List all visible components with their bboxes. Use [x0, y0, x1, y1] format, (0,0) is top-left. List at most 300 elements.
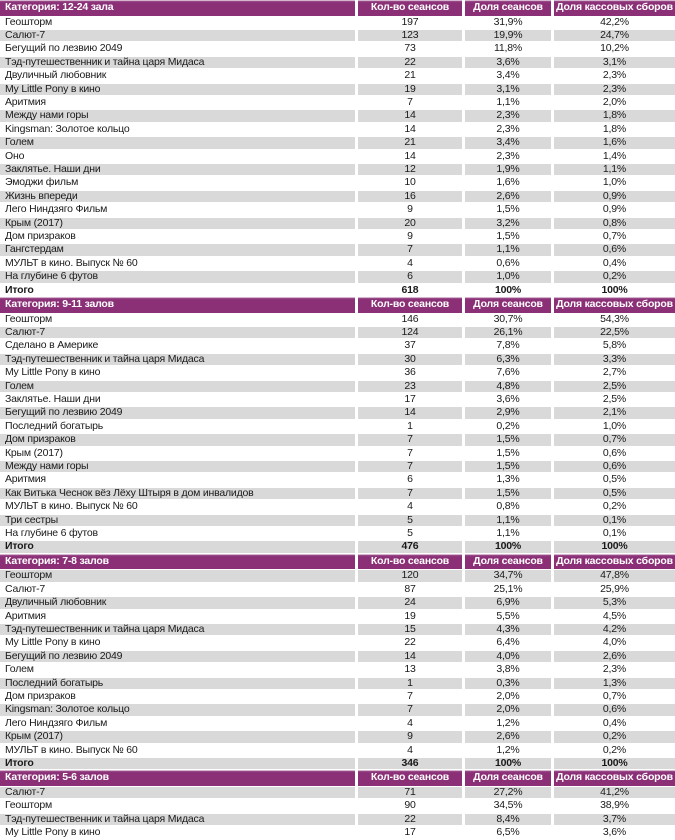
film-name-cell: Салют-7: [0, 786, 355, 799]
boxoffice-share-cell: 0,4%: [602, 256, 627, 269]
total-sessions-count-cell: 476: [358, 540, 462, 553]
sessions-share-cell: 4,8%: [465, 380, 551, 393]
boxoffice-share-cell: 1,8%: [602, 122, 627, 135]
total-sessions-share-cell: 100%: [465, 757, 551, 770]
sessions-count-cell: 7: [358, 460, 462, 473]
film-row: [0, 813, 675, 826]
sessions-count-cell: 197: [401, 15, 419, 28]
column-header-sessions-count: Кол-во сеансов: [358, 297, 462, 313]
film-row: [0, 109, 675, 122]
sessions-share-cell: 1,1%: [465, 514, 551, 527]
sessions-count-cell: 21: [404, 69, 416, 82]
boxoffice-share-cell: 2,0%: [602, 95, 627, 108]
sessions-share-cell: 2,9%: [465, 406, 551, 419]
sessions-count-cell: 22: [358, 813, 462, 826]
film-row: [0, 380, 675, 393]
boxoffice-share-cell: 2,3%: [554, 83, 675, 96]
sessions-count-cell: 30: [358, 353, 462, 366]
film-row: [0, 56, 675, 69]
film-row: [0, 16, 675, 29]
sessions-count-cell: 16: [358, 190, 462, 203]
sessions-count-cell: 14: [358, 109, 462, 122]
boxoffice-share-cell: 0,6%: [554, 703, 675, 716]
sessions-share-cell: 1,2%: [496, 716, 520, 729]
film-name-cell: Жизнь впереди: [0, 190, 355, 203]
boxoffice-share-cell: 0,6%: [554, 243, 675, 256]
film-row: [0, 176, 675, 189]
film-name-cell: My Little Pony в кино: [0, 83, 355, 96]
sessions-share-cell: 1,1%: [496, 527, 520, 540]
film-row: [0, 650, 675, 663]
film-row: [0, 569, 675, 582]
sessions-count-cell: 15: [358, 623, 462, 636]
section-category-label: Категория: 5-6 залов: [0, 770, 355, 786]
column-header-boxoffice-share: Доля кассовых сборов: [554, 554, 675, 570]
sessions-share-cell: 1,1%: [465, 243, 551, 256]
sessions-share-cell: 1,2%: [496, 743, 520, 756]
film-name-cell: На глубине 6 футов: [5, 527, 98, 540]
sessions-count-cell: 19: [404, 609, 416, 622]
film-row: [0, 527, 675, 540]
sessions-share-cell: 1,1%: [496, 95, 520, 108]
boxoffice-share-cell: 1,0%: [602, 176, 627, 189]
sessions-count-cell: 124: [358, 326, 462, 339]
boxoffice-share-cell: 1,3%: [554, 677, 675, 690]
sessions-count-cell: 1: [407, 419, 413, 432]
boxoffice-share-cell: 0,4%: [602, 716, 627, 729]
film-name-cell: Заклятье. Наши дни: [5, 392, 101, 405]
film-name-cell: Эмоджи фильм: [5, 176, 79, 189]
film-row: [0, 83, 675, 96]
sessions-share-cell: 8,4%: [465, 813, 551, 826]
column-header-boxoffice-share: Доля кассовых сборов: [554, 297, 675, 313]
sessions-share-cell: 3,8%: [496, 663, 520, 676]
sessions-share-cell: 2,6%: [465, 730, 551, 743]
boxoffice-share-cell: 0,2%: [554, 270, 675, 283]
boxoffice-share-cell: 0,2%: [554, 730, 675, 743]
boxoffice-share-cell: 47,8%: [554, 569, 675, 582]
boxoffice-share-cell: 54,3%: [600, 312, 629, 325]
sessions-count-cell: 4: [407, 256, 413, 269]
sessions-share-cell: 1,5%: [465, 460, 551, 473]
film-row: [0, 610, 675, 623]
boxoffice-share-cell: 1,0%: [602, 419, 627, 432]
sessions-count-cell: 71: [358, 786, 462, 799]
sessions-count-cell: 4: [407, 500, 413, 513]
film-name-cell: Лего Ниндзяго Фильм: [5, 716, 108, 729]
column-header-sessions-share: Доля сеансов: [465, 0, 551, 16]
sessions-share-cell: 1,3%: [496, 473, 520, 486]
film-name-cell: Заклятье. Наши дни: [0, 163, 355, 176]
sessions-count-cell: 146: [401, 312, 419, 325]
film-name-cell: Крым (2017): [5, 446, 63, 459]
film-name-cell: МУЛЬТ в кино. Выпуск № 60: [5, 743, 138, 756]
film-name-cell: Тэд-путешественник и тайна царя Мидаса: [0, 56, 355, 69]
film-row: [0, 163, 675, 176]
boxoffice-share-cell: 4,5%: [602, 609, 627, 622]
sessions-share-cell: 1,5%: [496, 446, 520, 459]
boxoffice-share-cell: 4,0%: [602, 636, 627, 649]
film-row: [0, 623, 675, 636]
section-header-row: [0, 554, 675, 570]
film-name-cell: Аритмия: [5, 95, 46, 108]
boxoffice-share-cell: 0,8%: [554, 217, 675, 230]
sessions-count-cell: 7: [358, 487, 462, 500]
boxoffice-share-cell: 24,7%: [554, 29, 675, 42]
column-header-sessions-share: Доля сеансов: [465, 770, 551, 786]
sessions-share-cell: 4,0%: [465, 650, 551, 663]
film-row: [0, 663, 675, 676]
sessions-count-cell: 7: [358, 433, 462, 446]
sessions-count-cell: 36: [404, 366, 416, 379]
film-row: [0, 217, 675, 230]
film-name-cell: Геошторм: [0, 569, 355, 582]
film-row: [0, 583, 675, 596]
sessions-count-cell: 14: [358, 406, 462, 419]
film-name-cell: Салют-7: [0, 29, 355, 42]
boxoffice-share-cell: 3,7%: [554, 813, 675, 826]
film-name-cell: Голем: [0, 136, 355, 149]
sessions-share-cell: 31,9%: [493, 15, 523, 28]
boxoffice-share-cell: 2,1%: [554, 406, 675, 419]
film-row: [0, 420, 675, 433]
boxoffice-share-cell: 2,6%: [554, 650, 675, 663]
film-name-cell: My Little Pony в кино: [5, 636, 101, 649]
film-name-cell: МУЛЬТ в кино. Выпуск № 60: [5, 256, 138, 269]
sessions-share-cell: 0,3%: [465, 677, 551, 690]
sessions-share-cell: 4,3%: [465, 623, 551, 636]
sessions-count-cell: 7: [407, 95, 413, 108]
total-sessions-count-cell: 346: [358, 757, 462, 770]
boxoffice-share-cell: 1,8%: [554, 109, 675, 122]
sessions-count-cell: 7: [407, 690, 413, 702]
sessions-count-cell: 19: [358, 83, 462, 96]
film-name-cell: Аритмия: [5, 473, 46, 486]
film-row: [0, 460, 675, 473]
film-row: [0, 29, 675, 42]
film-row: [0, 406, 675, 419]
section-category-label: Категория: 12-24 зала: [0, 0, 355, 16]
section-header-row: [0, 770, 675, 786]
column-header-sessions-count: Кол-во сеансов: [358, 554, 462, 570]
section-category-label: Категория: 9-11 залов: [0, 297, 355, 313]
film-row: [0, 487, 675, 500]
total-sessions-share-cell: 100%: [465, 540, 551, 553]
film-row: [0, 339, 675, 352]
film-row: [0, 730, 675, 743]
film-row: [0, 313, 675, 326]
film-name-cell: Голем: [5, 663, 34, 676]
boxoffice-share-cell: 2,5%: [554, 380, 675, 393]
column-header-sessions-count: Кол-во сеансов: [358, 0, 462, 16]
film-row: [0, 596, 675, 609]
total-sessions-share-cell: 100%: [494, 283, 522, 296]
film-row: [0, 270, 675, 283]
sessions-count-cell: 24: [358, 596, 462, 609]
boxoffice-share-cell: 0,9%: [602, 203, 627, 216]
boxoffice-share-cell: 38,9%: [600, 799, 629, 812]
boxoffice-share-cell: 10,2%: [600, 42, 629, 55]
section-header-row: [0, 297, 675, 313]
film-row: [0, 393, 675, 406]
sessions-share-cell: 2,3%: [496, 122, 520, 135]
sessions-count-cell: 4: [407, 716, 413, 729]
sessions-count-cell: 123: [358, 29, 462, 42]
column-header-sessions-share: Доля сеансов: [465, 297, 551, 313]
film-row: [0, 799, 675, 812]
film-name-cell: Бегущий по лезвию 2049: [5, 42, 123, 55]
column-header-sessions-count: Кол-во сеансов: [358, 770, 462, 786]
sessions-share-cell: 3,4%: [496, 69, 520, 82]
boxoffice-share-cell: 3,3%: [554, 353, 675, 366]
total-boxoffice-share-cell: 100%: [554, 757, 675, 770]
sessions-share-cell: 3,6%: [496, 392, 520, 405]
film-row: [0, 69, 675, 82]
sessions-share-cell: 1,5%: [496, 203, 520, 216]
boxoffice-share-cell: 5,8%: [602, 339, 627, 352]
boxoffice-share-cell: 0,1%: [554, 514, 675, 527]
sessions-share-cell: 1,9%: [465, 163, 551, 176]
sessions-share-cell: 3,6%: [465, 56, 551, 69]
sessions-share-cell: 27,2%: [465, 786, 551, 799]
film-name-cell: Оно: [5, 149, 25, 162]
sessions-share-cell: 1,5%: [465, 487, 551, 500]
sessions-count-cell: 1: [358, 677, 462, 690]
film-name-cell: МУЛЬТ в кино. Выпуск № 60: [5, 500, 138, 513]
film-row: [0, 230, 675, 243]
column-header-boxoffice-share: Доля кассовых сборов: [554, 0, 675, 16]
sessions-count-cell: 22: [404, 636, 416, 649]
film-name-cell: Дом призраков: [0, 433, 355, 446]
sessions-share-cell: 6,3%: [465, 353, 551, 366]
boxoffice-share-cell: 0,1%: [602, 527, 627, 540]
film-name-cell: Гангстердам: [0, 243, 355, 256]
sessions-share-cell: 1,5%: [465, 433, 551, 446]
sessions-count-cell: 5: [358, 514, 462, 527]
sessions-count-cell: 6: [358, 270, 462, 283]
sessions-count-cell: 23: [358, 380, 462, 393]
film-row: [0, 447, 675, 460]
sessions-count-cell: 37: [404, 339, 416, 352]
sessions-share-cell: 11,8%: [494, 42, 522, 55]
film-row: [0, 473, 675, 486]
sessions-share-cell: 1,0%: [465, 270, 551, 283]
sessions-share-cell: 3,1%: [465, 83, 551, 96]
film-row: [0, 136, 675, 149]
sessions-share-cell: 6,5%: [496, 826, 520, 839]
boxoffice-share-cell: 22,5%: [554, 326, 675, 339]
sessions-count-cell: 5: [407, 527, 413, 540]
film-row: [0, 243, 675, 256]
film-name-cell: My Little Pony в кино: [5, 366, 101, 379]
film-name-cell: Двуличный любовник: [0, 596, 355, 609]
film-name-cell: Между нами горы: [0, 109, 355, 122]
sessions-share-cell: 25,1%: [493, 582, 523, 595]
total-row: [0, 757, 675, 770]
sessions-share-cell: 0,6%: [496, 256, 520, 269]
film-name-cell: Бегущий по лезвию 2049: [0, 650, 355, 663]
film-name-cell: Три сестры: [0, 514, 355, 527]
film-name-cell: Дом призраков: [5, 690, 76, 702]
boxoffice-share-cell: 0,2%: [602, 743, 627, 756]
sessions-share-cell: 2,0%: [465, 703, 551, 716]
sessions-share-cell: 3,2%: [465, 217, 551, 230]
boxoffice-share-cell: 1,6%: [554, 136, 675, 149]
boxoffice-share-cell: 3,1%: [554, 56, 675, 69]
film-name-cell: Kingsman: Золотое кольцо: [0, 703, 355, 716]
film-name-cell: На глубине 6 футов: [0, 270, 355, 283]
boxoffice-share-cell: 0,2%: [602, 500, 627, 513]
sessions-share-cell: 2,3%: [465, 109, 551, 122]
column-header-sessions-share: Доля сеансов: [465, 554, 551, 570]
film-name-cell: Между нами горы: [0, 460, 355, 473]
sessions-share-cell: 3,4%: [465, 136, 551, 149]
boxoffice-share-cell: 0,9%: [554, 190, 675, 203]
boxoffice-share-cell: 0,7%: [554, 433, 675, 446]
film-name-cell: Сделано в Америке: [5, 339, 99, 352]
film-row: [0, 690, 675, 703]
boxoffice-share-cell: 2,3%: [602, 69, 627, 82]
sessions-count-cell: 87: [404, 582, 416, 595]
film-name-cell: My Little Pony в кино: [5, 826, 101, 839]
boxoffice-share-cell: 3,6%: [602, 826, 627, 839]
sessions-share-cell: 0,8%: [496, 500, 520, 513]
sessions-share-cell: 34,7%: [465, 569, 551, 582]
column-header-boxoffice-share: Доля кассовых сборов: [554, 770, 675, 786]
sessions-share-cell: 5,5%: [496, 609, 520, 622]
film-name-cell: Тэд-путешественник и тайна царя Мидаса: [0, 813, 355, 826]
film-row: [0, 96, 675, 109]
sessions-count-cell: 90: [404, 799, 416, 812]
film-row: [0, 826, 675, 839]
sessions-count-cell: 14: [404, 122, 416, 135]
film-row: [0, 636, 675, 649]
film-name-cell: Лего Ниндзяго Фильм: [5, 203, 108, 216]
film-row: [0, 203, 675, 216]
film-name-cell: Крым (2017): [0, 217, 355, 230]
film-name-cell: Салют-7: [0, 326, 355, 339]
film-name-cell: Геошторм: [5, 15, 53, 28]
film-name-cell: Салют-7: [5, 582, 46, 595]
film-name-cell: Аритмия: [5, 609, 46, 622]
total-label-cell: Итого: [0, 757, 355, 770]
film-row: [0, 353, 675, 366]
sessions-count-cell: 12: [358, 163, 462, 176]
film-name-cell: Бегущий по лезвию 2049: [0, 406, 355, 419]
sessions-count-cell: 7: [407, 446, 413, 459]
film-row: [0, 677, 675, 690]
boxoffice-share-cell: 25,9%: [600, 582, 629, 595]
film-name-cell: Последний богатырь: [5, 419, 104, 432]
sessions-count-cell: 21: [358, 136, 462, 149]
total-row: [0, 540, 675, 553]
boxoffice-share-cell: 0,5%: [554, 487, 675, 500]
sessions-count-cell: 9: [358, 730, 462, 743]
film-name-cell: Геошторм: [5, 312, 53, 325]
film-row: [0, 717, 675, 730]
film-name-cell: Kingsman: Золотое кольцо: [5, 122, 130, 135]
boxoffice-share-cell: 0,7%: [602, 230, 627, 242]
film-row: [0, 703, 675, 716]
sessions-count-cell: 10: [404, 176, 416, 189]
sessions-count-cell: 6: [407, 473, 413, 486]
total-boxoffice-share-cell: 100%: [554, 540, 675, 553]
sessions-share-cell: 7,6%: [496, 366, 520, 379]
boxoffice-share-cell: 0,7%: [602, 690, 627, 702]
boxoffice-share-cell: 1,4%: [602, 149, 627, 162]
sessions-share-cell: 7,8%: [496, 339, 520, 352]
sessions-count-cell: 120: [358, 569, 462, 582]
sessions-share-cell: 30,7%: [493, 312, 523, 325]
film-name-cell: Двуличный любовник: [5, 69, 107, 82]
film-name-cell: Последний богатырь: [0, 677, 355, 690]
sessions-share-cell: 2,3%: [496, 149, 520, 162]
boxoffice-share-cell: 42,2%: [600, 15, 629, 28]
boxoffice-share-cell: 0,6%: [602, 446, 627, 459]
film-name-cell: Тэд-путешественник и тайна царя Мидаса: [0, 623, 355, 636]
sessions-count-cell: 22: [358, 56, 462, 69]
section-header-row: [0, 0, 675, 16]
sessions-count-cell: 17: [404, 826, 416, 839]
boxoffice-share-cell: 1,1%: [554, 163, 675, 176]
sessions-count-cell: 7: [358, 243, 462, 256]
film-row: [0, 123, 675, 136]
film-row: [0, 42, 675, 55]
sessions-count-cell: 14: [358, 650, 462, 663]
film-name-cell: Геошторм: [5, 799, 53, 812]
sessions-share-cell: 6,4%: [496, 636, 520, 649]
sessions-share-cell: 0,2%: [496, 419, 520, 432]
sessions-share-cell: 26,1%: [465, 326, 551, 339]
film-name-cell: Тэд-путешественник и тайна царя Мидаса: [0, 353, 355, 366]
sessions-count-cell: 9: [407, 203, 413, 216]
sessions-count-cell: 20: [358, 217, 462, 230]
sessions-count-cell: 73: [404, 42, 416, 55]
film-row: [0, 786, 675, 799]
sessions-share-cell: 6,9%: [465, 596, 551, 609]
boxoffice-share-cell: 5,3%: [554, 596, 675, 609]
sessions-share-cell: 1,5%: [496, 230, 520, 242]
boxoffice-share-cell: 41,2%: [554, 786, 675, 799]
film-name-cell: Голем: [0, 380, 355, 393]
boxoffice-share-cell: 2,7%: [602, 366, 627, 379]
total-sessions-count-cell: 618: [401, 283, 419, 296]
film-row: [0, 744, 675, 757]
boxoffice-share-cell: 0,6%: [554, 460, 675, 473]
section-category-label: Категория: 7-8 залов: [0, 554, 355, 570]
sessions-count-cell: 9: [407, 230, 413, 242]
film-name-cell: Как Витька Чеснок вёз Лёху Штыря в дом инвалидов: [0, 487, 355, 500]
film-row: [0, 514, 675, 527]
boxoffice-share-cell: 2,5%: [602, 392, 627, 405]
total-label-cell: Итого: [0, 540, 355, 553]
boxoffice-share-cell: 2,3%: [602, 663, 627, 676]
sessions-count-cell: 4: [407, 743, 413, 756]
sessions-share-cell: 1,6%: [496, 176, 520, 189]
film-row: [0, 257, 675, 270]
film-row: [0, 190, 675, 203]
film-row: [0, 326, 675, 339]
sessions-count-cell: 17: [404, 392, 416, 405]
sessions-share-cell: 19,9%: [465, 29, 551, 42]
total-boxoffice-share-cell: 100%: [601, 283, 628, 296]
film-row: [0, 433, 675, 446]
film-row: [0, 150, 675, 163]
film-name-cell: Крым (2017): [0, 730, 355, 743]
boxoffice-share-cell: 4,2%: [554, 623, 675, 636]
sessions-share-cell: 34,5%: [493, 799, 523, 812]
sessions-count-cell: 13: [404, 663, 416, 676]
